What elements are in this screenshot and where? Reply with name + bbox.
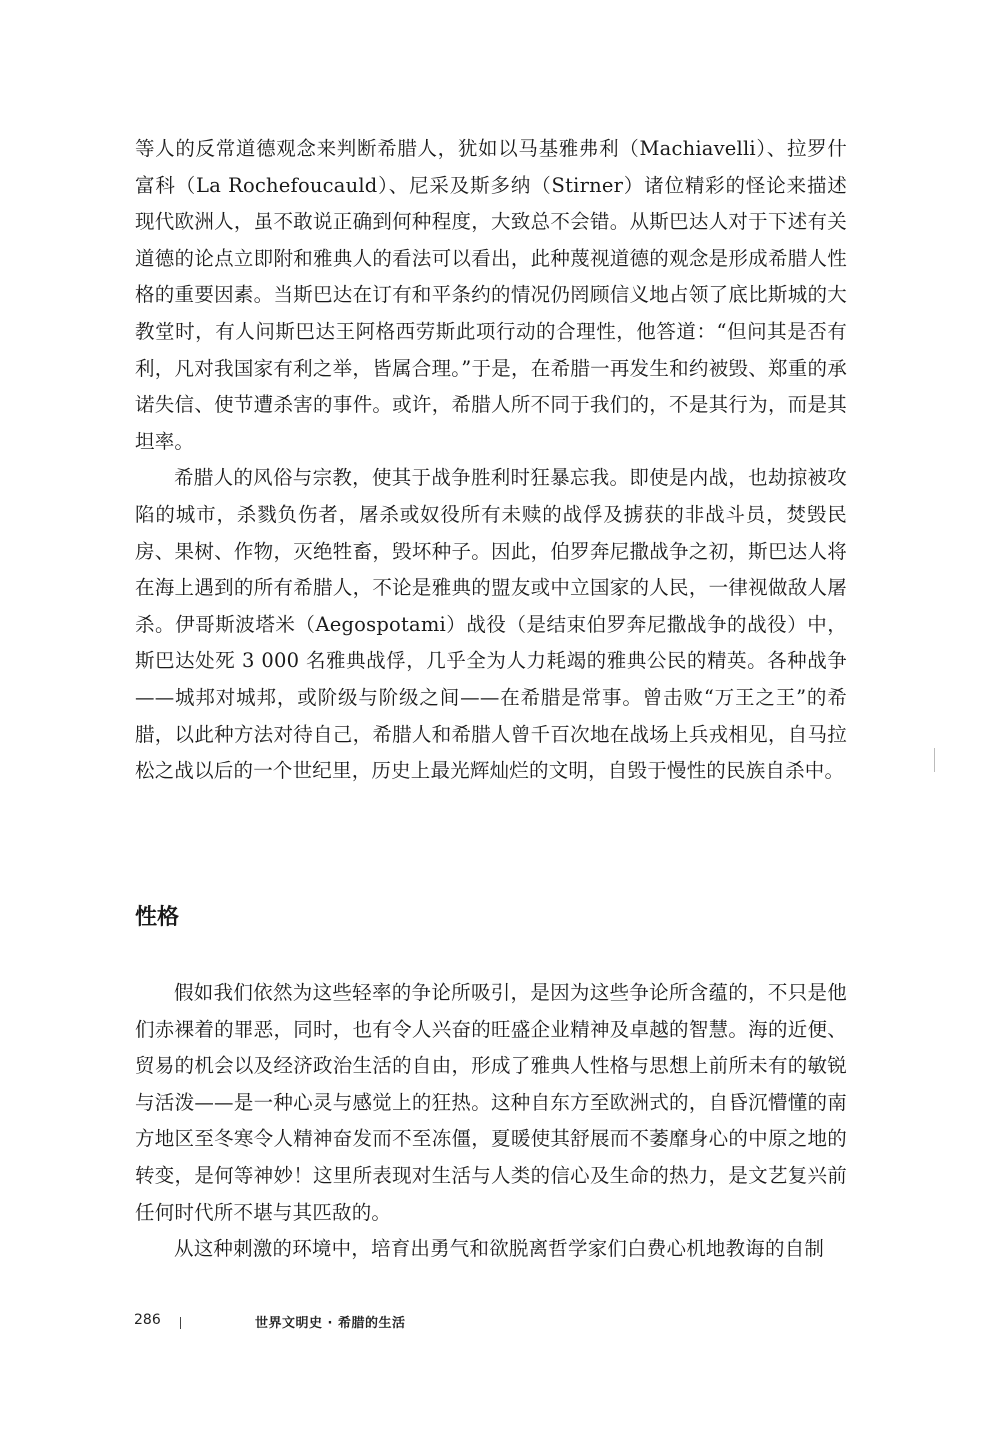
margin-mark	[934, 748, 935, 772]
body-text-bottom	[135, 975, 847, 1268]
paragraph: 假如我们依然为这些轻率的争论所吸引，是因为这些争论所含蕴的，不只是他们赤裸着的罪恶，同时，也有令人兴奋的旺盛企业精神及卓越的智慧。海的近便、贸易的机会以及经济政治生活的自由，形成了雅典人性格与思想上前所未有的敏锐与活泼——是一种心灵与感觉上的狂热。这种自东方至欧洲式的，自昏沉懵懂的南方地区至冬寒令人精神奋发而不至冻僵，夏暖使其舒展而不萎靡身心的中原之地的转变，是何等神妙！这里所表现对生活与人类的信心及生命的热力，是文艺复兴前任何时代所不堪与其匹敌的。	[135, 981, 847, 1224]
body-text-top	[135, 131, 847, 790]
page-number: 286	[134, 1312, 161, 1328]
page-footer	[0, 1308, 998, 1338]
paragraph-continued: 等人的反常道德观念来判断希腊人，犹如以马基雅弗利（Machiavelli）、拉罗什富科（La Rochefoucauld）、尼采及斯多纳（Stirner）诸位精彩的怪论来描述现代欧洲人，虽不敢说正确到何种程度，大致总不会错。从斯巴达人对于下述有关道德的论点立即附和雅典人的看法可以看出，此种蔑视道德的观念是形成希腊人性格的重要因素。当斯巴达在订有和平条约的情况仍罔顾信义地占领了底比斯城的大教堂时，有人问斯巴达王阿格西劳斯此项行动的合理性，他答道：“但问其是否有利，凡对我国家有利之举，皆属合理。”于是，在希腊一再发生和约被毁、郑重的承诺失信、使节遭杀害的事件。或许，希腊人所不同于我们的，不是其行为，而是其坦率。	[135, 137, 847, 453]
footer-divider	[180, 1317, 181, 1329]
running-title: 世界文明史 · 希腊的生活	[255, 1316, 406, 1331]
section-heading: 性格	[135, 905, 180, 930]
paragraph: 希腊人的风俗与宗教，使其于战争胜利时狂暴忘我。即使是内战，也劫掠被攻陷的城市，杀戮负伤者，屠杀或奴役所有未赎的战俘及掳获的非战斗员，焚毁民房、果树、作物，灭绝牲畜，毁坏种子。因此，伯罗奔尼撒战争之初，斯巴达人将在海上遇到的所有希腊人，不论是雅典的盟友或中立国家的人民，一律视做敌人屠杀。伊哥斯波塔米（Aegospotami）战役（是结束伯罗奔尼撒战争的战役）中，斯巴达处死 3 000 名雅典战俘，几乎全为人力耗竭的雅典公民的精英。各种战争——城邦对城邦，或阶级与阶级之间——在希腊是常事。曾击败“万王之王”的希腊，以此种方法对待自己，希腊人和希腊人曾千百次地在战场上兵戎相见，自马拉松之战以后的一个世纪里，历史上最光辉灿烂的文明，自毁于慢性的民族自杀中。	[135, 466, 847, 783]
paragraph: 从这种刺激的环境中，培育出勇气和欲脱离哲学家们白费心机地教诲的自制	[174, 1237, 825, 1261]
